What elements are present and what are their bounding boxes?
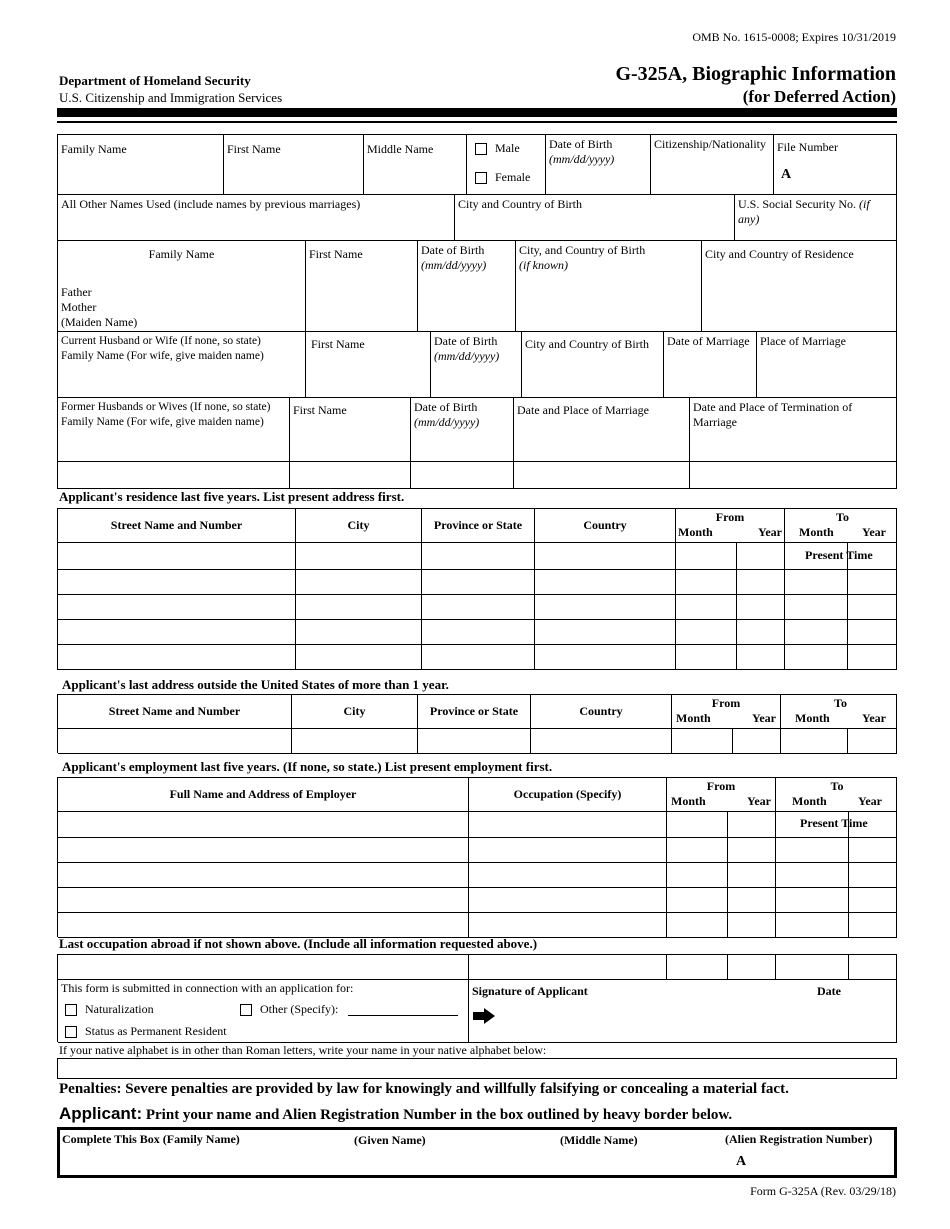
employment-row-5-col-2[interactable] <box>469 913 667 938</box>
marriage-place-field[interactable] <box>757 332 897 398</box>
permanent-resident-checkbox[interactable] <box>65 1026 77 1038</box>
parents-dob-field[interactable] <box>418 241 516 332</box>
abroad-from-header <box>672 695 781 729</box>
residence-to-year: Year <box>862 525 886 539</box>
parents-residence-label: City and Country of Residence <box>705 247 854 261</box>
abroad-from-label: From <box>711 696 741 710</box>
form-subtitle: (for Deferred Action) <box>742 87 896 106</box>
permanent-resident-label: Status as Permanent Resident <box>85 1024 227 1038</box>
residence-row-3-col-8[interactable] <box>848 595 897 620</box>
last-occ-employer[interactable] <box>58 955 469 980</box>
maiden-name-label: (Maiden Name) <box>61 315 138 329</box>
submission-box <box>58 980 469 1043</box>
ssn-label: U.S. Social Security No. <box>738 197 856 211</box>
abroad-input-to-month[interactable] <box>781 729 848 754</box>
employment-row-4-col-3[interactable] <box>667 888 728 913</box>
applicant-lead: Applicant: <box>59 1104 143 1123</box>
residence-row-5-col-8[interactable] <box>848 645 897 670</box>
residence-row-3-col-3[interactable] <box>422 595 535 620</box>
employment-row-3-col-6[interactable] <box>849 863 897 888</box>
marriage-date-field[interactable] <box>664 332 757 398</box>
residence-row-2-col-1[interactable] <box>58 570 296 595</box>
file-number-prefix: A <box>781 167 792 182</box>
parents-dob-format: (mm/dd/yyyy) <box>421 258 487 272</box>
applicant-text: Print your name and Alien Registration Number in the box outlined by heavy border below. <box>145 1107 733 1123</box>
residence-row-5-col-7[interactable] <box>785 645 848 670</box>
first-name-label: First Name <box>227 142 281 156</box>
employment-row-2-col-5[interactable] <box>776 838 849 863</box>
employment-row-4-col-5[interactable] <box>776 888 849 913</box>
abroad-input-city[interactable] <box>292 729 418 754</box>
family-name-field[interactable] <box>58 135 224 195</box>
complete-this-box[interactable] <box>57 1127 897 1178</box>
abroad-city-header: City <box>292 695 418 729</box>
residence-row-2-col-6[interactable] <box>737 570 785 595</box>
employment-from-year: Year <box>747 794 771 808</box>
last-occ-to-month[interactable] <box>776 955 849 980</box>
former-row-blank-3[interactable] <box>411 462 514 489</box>
residence-row-5-col-6[interactable] <box>737 645 785 670</box>
ssn-note: (if any) <box>738 197 870 226</box>
birth-place-field[interactable] <box>455 195 735 241</box>
residence-present-time: Present Time <box>805 548 873 562</box>
abroad-input-from-year[interactable] <box>733 729 781 754</box>
abroad-to-label: To <box>834 696 847 710</box>
native-alphabet-label: If your native alphabet is in other than Roman letters, write your name in your native alphabet below: <box>59 1043 547 1057</box>
other-label: Other (Specify): <box>260 1002 339 1016</box>
employment-row-2-col-1[interactable] <box>58 838 469 863</box>
former-marriage-field[interactable] <box>514 398 690 462</box>
first-name-field[interactable] <box>224 135 364 195</box>
other-names-label: All Other Names Used (include names by previous marriages) <box>61 197 361 211</box>
spouse-birth-place-label: City and Country of Birth <box>525 337 649 351</box>
arrow-right-icon <box>473 1008 495 1024</box>
former-family-name-field[interactable] <box>58 398 290 462</box>
abroad-from-month: Month <box>676 711 711 725</box>
mother-label: Mother <box>61 300 97 314</box>
parents-first-name-label: First Name <box>309 247 363 261</box>
abroad-input-from-month[interactable] <box>672 729 733 754</box>
employment-row-3-col-3[interactable] <box>667 863 728 888</box>
former-label-1: Former Husbands or Wives (If none, so state) <box>61 401 271 413</box>
former-first-name-field[interactable] <box>290 398 411 462</box>
residence-row-5-col-4[interactable] <box>535 645 676 670</box>
signature-box[interactable] <box>469 980 897 1043</box>
residence-province-header: Province or State <box>422 509 535 543</box>
residence-row-5-col-5[interactable] <box>676 645 737 670</box>
penalties-text: Penalties: Severe penalties are provided by law for knowingly and willfully falsifying or concealing a material fact. <box>59 1081 789 1097</box>
employment-row-3-col-5[interactable] <box>776 863 849 888</box>
employment-to-header <box>776 778 897 812</box>
employment-row-5-col-5[interactable] <box>776 913 849 938</box>
former-termination-label-1: Date and Place of Termination of <box>693 400 853 414</box>
residence-from-label: From <box>715 510 745 524</box>
residence-row-2-col-2[interactable] <box>296 570 422 595</box>
spouse-label-2: Family Name (For wife, give maiden name) <box>61 350 264 362</box>
spouse-dob-field[interactable] <box>431 332 522 398</box>
employment-present-time: Present Time <box>800 816 868 830</box>
personal-info-table <box>57 134 897 489</box>
residence-row-3-col-1[interactable] <box>58 595 296 620</box>
former-row-blank-5[interactable] <box>690 462 897 489</box>
signature-label: Signature of Applicant <box>472 984 588 998</box>
middle-name-label: Middle Name <box>367 142 434 156</box>
middle-name-label-box: (Middle Name) <box>560 1133 638 1147</box>
residence-row-2-col-7[interactable] <box>785 570 848 595</box>
birth-place-label: City and Country of Birth <box>458 197 582 211</box>
parents-family-name-label: Family Name <box>148 247 215 261</box>
sex-field <box>467 135 546 195</box>
employment-row-1-col-1[interactable] <box>58 812 469 838</box>
spouse-birth-place-field[interactable] <box>522 332 664 398</box>
former-dob-format: (mm/dd/yyyy) <box>414 415 480 429</box>
former-row-blank-1[interactable] <box>58 462 290 489</box>
citizenship-label: Citizenship/Nationality <box>654 137 766 151</box>
employment-row-3-col-4[interactable] <box>728 863 776 888</box>
employment-row-5-col-6[interactable] <box>849 913 897 938</box>
residence-row-2-col-5[interactable] <box>676 570 737 595</box>
residence-row-4-col-7[interactable] <box>785 620 848 645</box>
abroad-to-year: Year <box>862 711 886 725</box>
abroad-input-street[interactable] <box>58 729 292 754</box>
employment-from-label: From <box>706 779 736 793</box>
former-marriage-label: Date and Place of Marriage <box>517 403 649 417</box>
residence-row-4-col-6[interactable] <box>737 620 785 645</box>
residence-row-4-col-5[interactable] <box>676 620 737 645</box>
occupation-header: Occupation (Specify) <box>469 778 667 812</box>
employer-header: Full Name and Address of Employer <box>58 778 469 812</box>
residence-row-1-col-6[interactable] <box>737 543 785 570</box>
employment-from-month: Month <box>671 794 706 808</box>
employment-table <box>57 777 897 937</box>
abroad-table <box>57 694 897 753</box>
residence-to-header <box>785 509 897 543</box>
other-specify-line[interactable] <box>348 1015 458 1016</box>
residence-row-3-col-6[interactable] <box>737 595 785 620</box>
residence-row-3-col-4[interactable] <box>535 595 676 620</box>
residence-row-2-col-3[interactable] <box>422 570 535 595</box>
abroad-province-header: Province or State <box>418 695 531 729</box>
form-title: G-325A, Biographic Information <box>615 63 896 85</box>
employment-row-2-col-6[interactable] <box>849 838 897 863</box>
employment-row-1-col-4[interactable] <box>728 812 776 838</box>
middle-name-field[interactable] <box>364 135 467 195</box>
dob-field[interactable] <box>546 135 651 195</box>
residence-row-5-col-1[interactable] <box>58 645 296 670</box>
other-names-field[interactable] <box>58 195 455 241</box>
employment-row-5-col-3[interactable] <box>667 913 728 938</box>
residence-row-5-col-3[interactable] <box>422 645 535 670</box>
residence-to-month: Month <box>799 525 834 539</box>
last-occ-from-month[interactable] <box>667 955 728 980</box>
parents-first-name-field[interactable] <box>306 241 418 332</box>
last-occ-occupation[interactable] <box>469 955 667 980</box>
residence-row-1-col-5[interactable] <box>676 543 737 570</box>
residence-row-2-col-8[interactable] <box>848 570 897 595</box>
residence-row-3-col-7[interactable] <box>785 595 848 620</box>
complete-family-name-label: Complete This Box (Family Name) <box>62 1132 240 1146</box>
residence-section-title: Applicant's residence last five years. List present address first. <box>59 489 405 504</box>
residence-row-1-col-2[interactable] <box>296 543 422 570</box>
marriage-place-label: Place of Marriage <box>760 334 846 348</box>
male-checkbox[interactable] <box>475 143 487 155</box>
employment-to-year: Year <box>858 794 882 808</box>
last-occ-to-year[interactable] <box>849 955 897 980</box>
abroad-street-header: Street Name and Number <box>58 695 292 729</box>
parents-residence-field[interactable] <box>702 241 897 332</box>
employment-from-header <box>667 778 776 812</box>
employment-row-4-col-6[interactable] <box>849 888 897 913</box>
former-dob-label: Date of Birth <box>414 400 478 414</box>
parents-birth-place-field[interactable] <box>516 241 702 332</box>
residence-row-4-col-1[interactable] <box>58 620 296 645</box>
dob-format: (mm/dd/yyyy) <box>549 152 615 166</box>
spouse-dob-label: Date of Birth <box>434 334 498 348</box>
header-rule-thin <box>57 121 897 123</box>
citizenship-field[interactable] <box>651 135 774 195</box>
last-occupation-abroad-title: Last occupation abroad if not shown above. (Include all information requested above.) <box>59 936 538 951</box>
residence-row-4-col-3[interactable] <box>422 620 535 645</box>
naturalization-checkbox[interactable] <box>65 1004 77 1016</box>
residence-row-1-col-1[interactable] <box>58 543 296 570</box>
family-name-label: Family Name <box>61 142 127 156</box>
submission-label: This form is submitted in connection with an application for: <box>61 981 354 995</box>
former-label-2: Family Name (For wife, give maiden name) <box>61 416 264 428</box>
last-occupation-table <box>57 954 897 1042</box>
residence-from-header <box>676 509 785 543</box>
former-first-name-label: First Name <box>293 403 347 417</box>
abroad-to-header <box>781 695 897 729</box>
applicant-instruction <box>59 1104 732 1124</box>
last-occ-from-year[interactable] <box>728 955 776 980</box>
abroad-from-year: Year <box>752 711 776 725</box>
naturalization-label: Naturalization <box>85 1002 154 1016</box>
former-row-blank-2[interactable] <box>290 462 411 489</box>
form-footer: Form G-325A (Rev. 03/29/18) <box>750 1184 896 1198</box>
employment-section-title: Applicant's employment last five years. (If none, so state.) List present employment first. <box>62 759 553 774</box>
residence-row-3-col-5[interactable] <box>676 595 737 620</box>
residence-street-header: Street Name and Number <box>58 509 296 543</box>
employment-to-label: To <box>830 779 844 793</box>
parents-birth-note: (if known) <box>519 258 568 272</box>
employment-row-1-col-2[interactable] <box>469 812 667 838</box>
dob-label: Date of Birth <box>549 137 613 151</box>
residence-table <box>57 508 897 670</box>
employment-row-2-col-2[interactable] <box>469 838 667 863</box>
spouse-first-name-field[interactable] <box>306 332 431 398</box>
parents-dob-label: Date of Birth <box>421 243 485 257</box>
alien-number-prefix: A <box>736 1154 747 1169</box>
parents-birth-place-label: City, and Country of Birth <box>519 243 646 257</box>
agency-name: Department of Homeland Security <box>59 73 251 88</box>
residence-row-4-col-4[interactable] <box>535 620 676 645</box>
residence-row-5-col-2[interactable] <box>296 645 422 670</box>
male-label: Male <box>495 141 520 155</box>
employment-row-1-col-3[interactable] <box>667 812 728 838</box>
residence-row-2-col-4[interactable] <box>535 570 676 595</box>
employment-row-2-col-3[interactable] <box>667 838 728 863</box>
date-label: Date <box>817 984 841 998</box>
abroad-input-country[interactable] <box>531 729 672 754</box>
file-number-field[interactable] <box>774 135 897 195</box>
spouse-first-name-label: First Name <box>311 337 365 351</box>
omb-number: OMB No. 1615-0008; Expires 10/31/2019 <box>692 30 896 44</box>
father-label: Father <box>61 285 92 299</box>
former-row-blank-4[interactable] <box>514 462 690 489</box>
residence-row-4-col-8[interactable] <box>848 620 897 645</box>
abroad-country-header: Country <box>531 695 672 729</box>
native-alphabet-field[interactable] <box>57 1058 897 1079</box>
employment-row-4-col-2[interactable] <box>469 888 667 913</box>
residence-from-month: Month <box>678 525 713 539</box>
employment-row-5-col-1[interactable] <box>58 913 469 938</box>
employment-row-2-col-4[interactable] <box>728 838 776 863</box>
other-checkbox[interactable] <box>240 1004 252 1016</box>
female-label: Female <box>495 170 531 184</box>
former-dob-field[interactable] <box>411 398 514 462</box>
former-termination-label-2: Marriage <box>693 415 737 429</box>
employment-row-4-col-4[interactable] <box>728 888 776 913</box>
residence-row-4-col-2[interactable] <box>296 620 422 645</box>
abroad-input-province[interactable] <box>418 729 531 754</box>
residence-row-3-col-2[interactable] <box>296 595 422 620</box>
employment-row-5-col-4[interactable] <box>728 913 776 938</box>
abroad-input-to-year[interactable] <box>848 729 897 754</box>
employment-to-month: Month <box>792 794 827 808</box>
alien-number-label: (Alien Registration Number) <box>725 1132 873 1146</box>
abroad-section-title: Applicant's last address outside the United States of more than 1 year. <box>62 677 449 692</box>
employment-row-3-col-1[interactable] <box>58 863 469 888</box>
employment-row-4-col-1[interactable] <box>58 888 469 913</box>
abroad-to-month: Month <box>795 711 830 725</box>
residence-to-label: To <box>836 510 849 524</box>
residence-city-header: City <box>296 509 422 543</box>
given-name-label: (Given Name) <box>354 1133 426 1147</box>
marriage-date-label: Date of Marriage <box>667 334 750 348</box>
file-number-label: File Number <box>777 140 838 154</box>
residence-row-1-col-4[interactable] <box>535 543 676 570</box>
header-rule <box>57 108 897 117</box>
residence-country-header: Country <box>535 509 676 543</box>
ssn-field[interactable] <box>735 195 897 241</box>
residence-row-1-col-3[interactable] <box>422 543 535 570</box>
employment-row-3-col-2[interactable] <box>469 863 667 888</box>
female-checkbox[interactable] <box>475 172 487 184</box>
subagency-name: U.S. Citizenship and Immigration Services <box>59 90 283 105</box>
former-termination-field[interactable] <box>690 398 897 462</box>
spouse-dob-format: (mm/dd/yyyy) <box>434 349 500 363</box>
spouse-family-name-field[interactable] <box>58 332 306 398</box>
parents-family-name-field[interactable] <box>58 241 306 332</box>
spouse-label-1: Current Husband or Wife (If none, so state) <box>61 335 261 347</box>
residence-from-year: Year <box>758 525 782 539</box>
